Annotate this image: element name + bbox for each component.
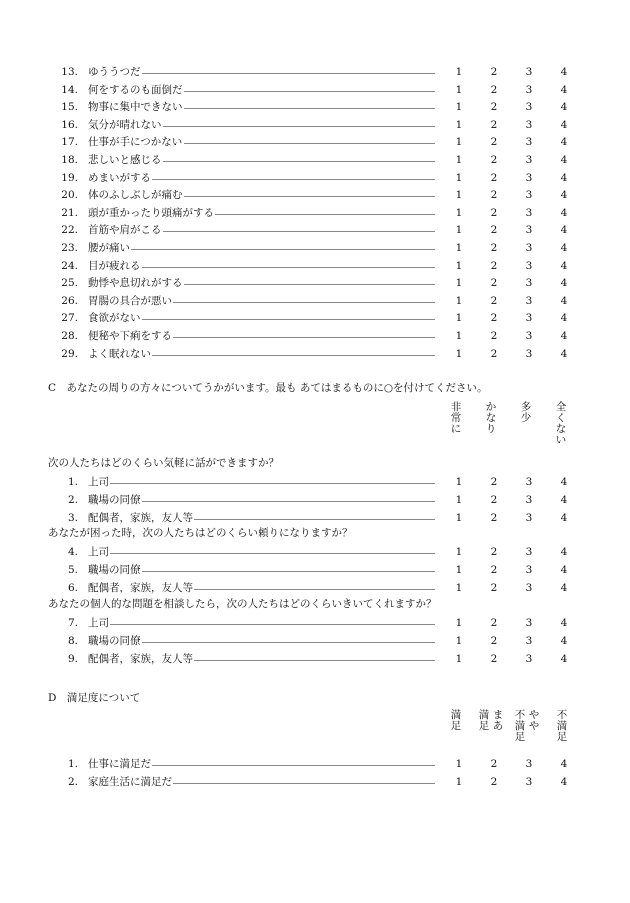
item-text: よく眠れない xyxy=(88,347,151,360)
response-option-2[interactable]: 2 xyxy=(490,312,498,325)
leader-line xyxy=(194,519,435,520)
item-text: めまいがする xyxy=(88,171,151,184)
item-text: 便秘や下痢をする xyxy=(88,330,172,342)
response-option-2[interactable]: 2 xyxy=(490,242,498,254)
response-option-1[interactable]: 1 xyxy=(455,83,463,96)
question-item xyxy=(0,544,630,561)
response-option-2[interactable]: 2 xyxy=(490,101,498,114)
question-item xyxy=(0,275,630,292)
response-option-4[interactable]: 4 xyxy=(560,312,568,325)
response-option-1[interactable]: 1 xyxy=(455,330,463,342)
leader-line xyxy=(215,214,435,215)
question-prompt: あなたの個人的な問題を相談したら，次の人たちはどのくらいきいてくれますか？ xyxy=(48,598,437,610)
response-option-1[interactable]: 1 xyxy=(455,171,463,184)
response-option-3[interactable]: 3 xyxy=(525,224,533,237)
leader-line xyxy=(163,231,436,232)
item-text: 頭が重かったり頭痛がする xyxy=(88,206,214,219)
response-option-3[interactable]: 3 xyxy=(525,546,533,558)
response-option-4[interactable]: 4 xyxy=(560,581,568,594)
response-option-3[interactable]: 3 xyxy=(525,189,533,202)
question-item xyxy=(0,580,630,597)
response-option-1[interactable]: 1 xyxy=(455,206,463,219)
item-number: 4. xyxy=(67,546,78,558)
response-option-2[interactable]: 2 xyxy=(490,617,498,629)
item-text: 上司 xyxy=(88,546,109,558)
item-text: 動悸や息切れがする xyxy=(88,277,183,290)
question-item xyxy=(0,328,630,345)
response-option-1[interactable]: 1 xyxy=(455,617,463,629)
leader-line xyxy=(184,196,436,197)
item-number: 29. xyxy=(61,347,78,360)
response-option-2[interactable]: 2 xyxy=(490,259,498,272)
item-number: 19. xyxy=(61,171,78,184)
item-number: 8. xyxy=(67,634,78,647)
question-item xyxy=(0,134,630,151)
response-option-2[interactable]: 2 xyxy=(490,776,498,788)
leader-line xyxy=(194,660,435,661)
response-option-3[interactable]: 3 xyxy=(525,118,533,131)
item-text: 配偶者，家族，友人等 xyxy=(88,581,193,594)
column-header-1: 非常に xyxy=(450,401,462,435)
response-option-3[interactable]: 3 xyxy=(525,206,533,219)
response-option-2[interactable]: 2 xyxy=(490,66,498,78)
response-option-4[interactable]: 4 xyxy=(560,294,568,307)
response-option-4[interactable]: 4 xyxy=(560,83,568,96)
question-item xyxy=(0,346,630,363)
response-option-2[interactable]: 2 xyxy=(490,758,498,770)
response-option-4[interactable]: 4 xyxy=(560,330,568,342)
question-item xyxy=(0,222,630,239)
response-option-3[interactable]: 3 xyxy=(525,277,533,290)
question-item xyxy=(0,117,630,134)
response-option-2[interactable]: 2 xyxy=(490,652,498,665)
response-option-3[interactable]: 3 xyxy=(525,758,533,770)
satisfaction-header-4: 不満足 xyxy=(514,709,526,743)
item-number: 5. xyxy=(67,563,78,576)
item-text: 食欲がない xyxy=(88,312,141,325)
satisfaction-header-2: 満足 xyxy=(478,709,490,732)
response-option-1[interactable]: 1 xyxy=(455,476,463,488)
item-number: 22. xyxy=(61,224,78,237)
leader-line xyxy=(152,179,435,180)
leader-line xyxy=(110,483,435,484)
response-option-2[interactable]: 2 xyxy=(490,294,498,307)
item-text: 悲しいと感じる xyxy=(88,154,162,166)
response-option-3[interactable]: 3 xyxy=(525,634,533,647)
response-option-1[interactable]: 1 xyxy=(455,277,463,290)
response-option-4[interactable]: 4 xyxy=(560,206,568,219)
satisfaction-header-3: まあ xyxy=(492,709,504,732)
item-text: 上司 xyxy=(88,617,109,629)
item-text: 気分が晴れない xyxy=(88,118,162,131)
response-option-4[interactable]: 4 xyxy=(560,136,568,149)
response-option-1[interactable]: 1 xyxy=(455,563,463,576)
response-option-1[interactable]: 1 xyxy=(455,758,463,770)
item-number: 3. xyxy=(67,511,78,524)
item-number: 24. xyxy=(61,259,78,272)
response-option-3[interactable]: 3 xyxy=(525,101,533,114)
item-number: 6. xyxy=(67,581,78,594)
response-option-4[interactable]: 4 xyxy=(560,511,568,524)
item-number: 26. xyxy=(61,294,78,307)
question-prompt: 次の人たちはどのくらい気軽に話ができますか？ xyxy=(48,457,279,469)
response-option-3[interactable]: 3 xyxy=(525,294,533,307)
response-option-2[interactable]: 2 xyxy=(490,224,498,237)
response-option-3[interactable]: 3 xyxy=(525,66,533,78)
question-item xyxy=(0,152,630,169)
leader-line xyxy=(173,783,435,784)
response-option-4[interactable]: 4 xyxy=(560,634,568,647)
item-text: ゆううつだ xyxy=(88,66,141,78)
response-option-2[interactable]: 2 xyxy=(490,634,498,647)
item-number: 25. xyxy=(61,277,78,290)
response-option-2[interactable]: 2 xyxy=(490,277,498,290)
item-number: 21. xyxy=(61,206,78,219)
leader-line xyxy=(142,642,436,643)
response-option-1[interactable]: 1 xyxy=(455,189,463,202)
response-option-4[interactable]: 4 xyxy=(560,154,568,166)
leader-line xyxy=(142,267,436,268)
question-item xyxy=(0,64,630,81)
response-option-1[interactable]: 1 xyxy=(455,259,463,272)
leader-line xyxy=(184,108,436,109)
item-number: 14. xyxy=(61,83,78,96)
question-item xyxy=(0,170,630,187)
response-option-2[interactable]: 2 xyxy=(490,189,498,202)
leader-line xyxy=(184,143,436,144)
response-option-3[interactable]: 3 xyxy=(525,493,533,506)
question-item xyxy=(0,562,630,579)
response-option-1[interactable]: 1 xyxy=(455,101,463,114)
item-number: 20. xyxy=(61,189,78,202)
response-option-3[interactable]: 3 xyxy=(525,330,533,342)
response-option-4[interactable]: 4 xyxy=(560,617,568,629)
section-d-title: D 満足度について xyxy=(48,692,141,704)
response-option-4[interactable]: 4 xyxy=(560,347,568,360)
response-option-1[interactable]: 1 xyxy=(455,242,463,254)
response-option-4[interactable]: 4 xyxy=(560,758,568,770)
response-option-4[interactable]: 4 xyxy=(560,171,568,184)
item-number: 17. xyxy=(61,136,78,149)
question-item xyxy=(0,205,630,222)
column-header-4: 全くない xyxy=(555,401,567,446)
leader-line xyxy=(142,571,436,572)
response-option-2[interactable]: 2 xyxy=(490,118,498,131)
item-number: 1. xyxy=(67,758,78,770)
response-option-3[interactable]: 3 xyxy=(525,347,533,360)
item-text: 仕事が手につかない xyxy=(88,136,183,149)
question-item xyxy=(0,756,630,773)
item-text: 何をするのも面倒だ xyxy=(88,83,183,96)
response-option-1[interactable]: 1 xyxy=(455,136,463,149)
leader-line xyxy=(152,765,435,766)
response-option-2[interactable]: 2 xyxy=(490,563,498,576)
response-option-4[interactable]: 4 xyxy=(560,277,568,290)
response-option-1[interactable]: 1 xyxy=(455,294,463,307)
item-number: 16. xyxy=(61,118,78,131)
response-option-2[interactable]: 2 xyxy=(490,171,498,184)
item-text: 職場の同僚 xyxy=(88,634,141,647)
response-option-3[interactable]: 3 xyxy=(525,776,533,788)
response-option-3[interactable]: 3 xyxy=(525,617,533,629)
question-item xyxy=(0,82,630,99)
response-option-4[interactable]: 4 xyxy=(560,493,568,506)
item-number: 2. xyxy=(67,776,78,788)
question-item xyxy=(0,774,630,791)
question-item xyxy=(0,633,630,650)
response-option-2[interactable]: 2 xyxy=(490,330,498,342)
item-number: 27. xyxy=(61,312,78,325)
question-item xyxy=(0,293,630,310)
response-option-3[interactable]: 3 xyxy=(525,171,533,184)
response-option-3[interactable]: 3 xyxy=(525,83,533,96)
response-option-1[interactable]: 1 xyxy=(455,154,463,166)
leader-line xyxy=(142,73,436,74)
item-number: 15. xyxy=(61,101,78,114)
response-option-1[interactable]: 1 xyxy=(455,347,463,360)
response-option-1[interactable]: 1 xyxy=(455,634,463,647)
response-option-3[interactable]: 3 xyxy=(525,312,533,325)
response-option-3[interactable]: 3 xyxy=(525,476,533,488)
item-number: 23. xyxy=(61,242,78,254)
response-option-2[interactable]: 2 xyxy=(490,493,498,506)
leader-line xyxy=(110,624,435,625)
leader-line xyxy=(163,161,436,162)
response-option-2[interactable]: 2 xyxy=(490,511,498,524)
item-text: 家庭生活に満足だ xyxy=(88,776,172,788)
item-text: 胃腸の具合が悪い xyxy=(88,294,172,307)
response-option-4[interactable]: 4 xyxy=(560,189,568,202)
leader-line xyxy=(163,126,436,127)
item-number: 7. xyxy=(67,617,78,629)
leader-line xyxy=(142,319,436,320)
leader-line xyxy=(152,355,435,356)
item-text: 職場の同僚 xyxy=(88,563,141,576)
item-text: 仕事に満足だ xyxy=(88,758,151,770)
response-option-1[interactable]: 1 xyxy=(455,546,463,558)
question-item xyxy=(0,492,630,509)
response-option-2[interactable]: 2 xyxy=(490,83,498,96)
question-item xyxy=(0,310,630,327)
response-option-4[interactable]: 4 xyxy=(560,476,568,488)
response-option-4[interactable]: 4 xyxy=(560,776,568,788)
item-text: 配偶者，家族，友人等 xyxy=(88,511,193,524)
response-option-3[interactable]: 3 xyxy=(525,136,533,149)
leader-line xyxy=(142,501,436,502)
response-option-3[interactable]: 3 xyxy=(525,242,533,254)
question-item xyxy=(0,99,630,116)
response-option-1[interactable]: 1 xyxy=(455,224,463,237)
column-header-3: 多少 xyxy=(520,401,532,424)
response-option-1[interactable]: 1 xyxy=(455,511,463,524)
response-option-3[interactable]: 3 xyxy=(525,154,533,166)
satisfaction-header-5: やや xyxy=(528,709,540,732)
item-number: 28. xyxy=(61,330,78,342)
response-option-4[interactable]: 4 xyxy=(560,652,568,665)
response-option-2[interactable]: 2 xyxy=(490,136,498,149)
response-option-1[interactable]: 1 xyxy=(455,493,463,506)
question-item xyxy=(0,240,630,257)
response-option-2[interactable]: 2 xyxy=(490,206,498,219)
leader-line xyxy=(173,337,435,338)
leader-line xyxy=(173,302,435,303)
response-option-3[interactable]: 3 xyxy=(525,581,533,594)
response-option-4[interactable]: 4 xyxy=(560,224,568,237)
question-item xyxy=(0,615,630,632)
response-option-4[interactable]: 4 xyxy=(560,242,568,254)
item-text: 職場の同僚 xyxy=(88,493,141,506)
item-text: 腰が痛い xyxy=(88,242,130,254)
response-option-1[interactable]: 1 xyxy=(455,312,463,325)
response-option-1[interactable]: 1 xyxy=(455,66,463,78)
section-c-title: C あなたの周りの方々についてうかがいます。最も あてはまるものに○を付けてください。 xyxy=(48,382,488,394)
response-option-1[interactable]: 1 xyxy=(455,652,463,665)
response-option-1[interactable]: 1 xyxy=(455,118,463,131)
question-item xyxy=(0,258,630,275)
response-option-3[interactable]: 3 xyxy=(525,563,533,576)
item-text: 上司 xyxy=(88,476,109,488)
item-number: 13. xyxy=(61,66,78,78)
leader-line xyxy=(110,553,435,554)
leader-line xyxy=(184,284,436,285)
response-option-2[interactable]: 2 xyxy=(490,546,498,558)
response-option-4[interactable]: 4 xyxy=(560,66,568,78)
item-number: 18. xyxy=(61,154,78,166)
response-option-2[interactable]: 2 xyxy=(490,581,498,594)
item-number: 1. xyxy=(67,476,78,488)
leader-line xyxy=(184,91,436,92)
response-option-4[interactable]: 4 xyxy=(560,259,568,272)
response-option-1[interactable]: 1 xyxy=(455,581,463,594)
response-option-4[interactable]: 4 xyxy=(560,101,568,114)
response-option-4[interactable]: 4 xyxy=(560,546,568,558)
response-option-2[interactable]: 2 xyxy=(490,476,498,488)
response-option-3[interactable]: 3 xyxy=(525,652,533,665)
satisfaction-header-1: 満足 xyxy=(450,709,462,732)
leader-line xyxy=(131,249,435,250)
satisfaction-header-6: 不満足 xyxy=(556,709,568,743)
item-text: 物事に集中できない xyxy=(88,101,183,114)
response-option-3[interactable]: 3 xyxy=(525,259,533,272)
response-option-2[interactable]: 2 xyxy=(490,347,498,360)
response-option-4[interactable]: 4 xyxy=(560,563,568,576)
item-text: 首筋や肩がこる xyxy=(88,224,162,237)
item-number: 2. xyxy=(67,493,78,506)
question-item xyxy=(0,474,630,491)
response-option-3[interactable]: 3 xyxy=(525,511,533,524)
item-text: 配偶者，家族，友人等 xyxy=(88,652,193,665)
response-option-1[interactable]: 1 xyxy=(455,776,463,788)
item-number: 9. xyxy=(67,652,78,665)
leader-line xyxy=(194,589,435,590)
response-option-2[interactable]: 2 xyxy=(490,154,498,166)
response-option-4[interactable]: 4 xyxy=(560,118,568,131)
item-text: 目が疲れる xyxy=(88,259,141,272)
item-text: 体のふしぶしが痛む xyxy=(88,189,183,202)
question-item xyxy=(0,651,630,668)
question-item xyxy=(0,187,630,204)
question-prompt: あなたが困った時，次の人たちはどのくらい頼りになりますか？ xyxy=(48,527,353,539)
column-header-2: かなり xyxy=(485,401,497,435)
